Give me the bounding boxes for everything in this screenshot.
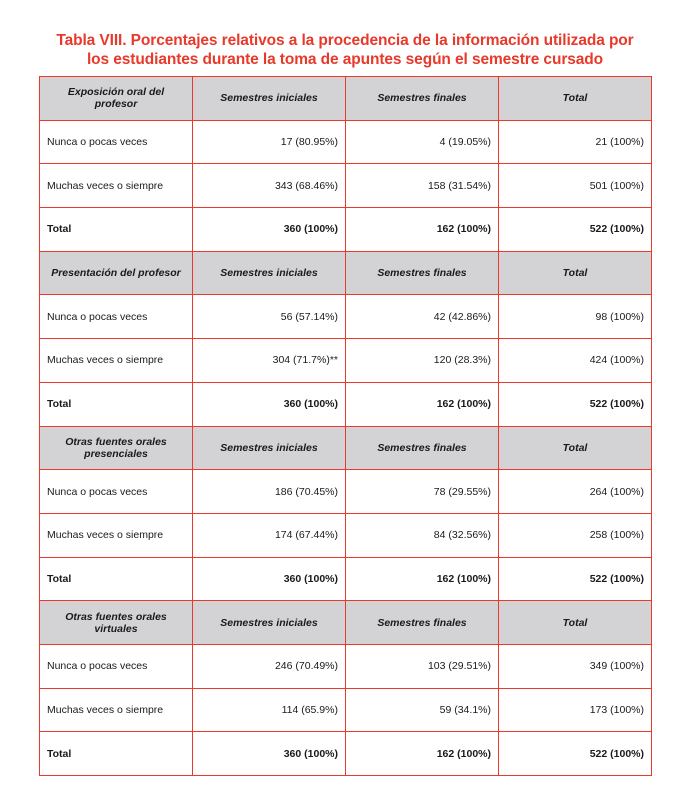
- table-row: [40, 688, 652, 732]
- header-cell-initial-semesters: Semestres iniciales: [193, 251, 346, 295]
- header-cell-total: Total: [499, 426, 652, 470]
- cell-final-semesters: 162 (100%): [346, 557, 499, 601]
- cell-initial-semesters: 360 (100%): [193, 208, 346, 252]
- header-cell-total: Total: [499, 601, 652, 645]
- header-cell-final-semesters: Semestres finales: [346, 77, 499, 121]
- data-table: [39, 76, 652, 776]
- section-header-row: [40, 77, 652, 121]
- cell-initial-semesters: 246 (70.49%): [193, 644, 346, 688]
- cell-final-semesters: 158 (31.54%): [346, 164, 499, 208]
- cell-source: Muchas veces o siempre: [40, 688, 193, 732]
- cell-initial-semesters: 56 (57.14%): [193, 295, 346, 339]
- cell-final-semesters: 103 (29.51%): [346, 644, 499, 688]
- cell-final-semesters: 162 (100%): [346, 732, 499, 776]
- table-body: [40, 77, 652, 776]
- header-cell-final-semesters: Semestres finales: [346, 601, 499, 645]
- cell-total: 522 (100%): [499, 382, 652, 426]
- cell-source: Nunca o pocas veces: [40, 295, 193, 339]
- cell-final-semesters: 42 (42.86%): [346, 295, 499, 339]
- section-header-row: [40, 601, 652, 645]
- header-cell-source: Exposición oral del profesor: [40, 77, 193, 121]
- cell-source: Total: [40, 557, 193, 601]
- header-cell-initial-semesters: Semestres iniciales: [193, 601, 346, 645]
- cell-total: 264 (100%): [499, 470, 652, 514]
- section-header-row: [40, 426, 652, 470]
- cell-total: 522 (100%): [499, 557, 652, 601]
- header-cell-initial-semesters: Semestres iniciales: [193, 426, 346, 470]
- table-row: [40, 644, 652, 688]
- header-cell-final-semesters: Semestres finales: [346, 251, 499, 295]
- header-cell-source: Presentación del profesor: [40, 251, 193, 295]
- cell-initial-semesters: 360 (100%): [193, 557, 346, 601]
- cell-source: Total: [40, 382, 193, 426]
- table-title: [0, 0, 690, 69]
- section-header-row: [40, 251, 652, 295]
- header-cell-source: Otras fuentes orales presenciales: [40, 426, 193, 470]
- cell-final-semesters: 162 (100%): [346, 382, 499, 426]
- cell-initial-semesters: 114 (65.9%): [193, 688, 346, 732]
- header-cell-initial-semesters: Semestres iniciales: [193, 77, 346, 121]
- table-row: [40, 513, 652, 557]
- table-row: [40, 120, 652, 164]
- cell-final-semesters: 59 (34.1%): [346, 688, 499, 732]
- cell-source: Nunca o pocas veces: [40, 644, 193, 688]
- cell-total: 258 (100%): [499, 513, 652, 557]
- cell-initial-semesters: 186 (70.45%): [193, 470, 346, 514]
- cell-source: Muchas veces o siempre: [40, 339, 193, 383]
- cell-source: Total: [40, 208, 193, 252]
- table-row: [40, 339, 652, 383]
- cell-total: 173 (100%): [499, 688, 652, 732]
- cell-total: 522 (100%): [499, 208, 652, 252]
- cell-source: Muchas veces o siempre: [40, 513, 193, 557]
- cell-final-semesters: 78 (29.55%): [346, 470, 499, 514]
- table-row: [40, 208, 652, 252]
- cell-initial-semesters: 17 (80.95%): [193, 120, 346, 164]
- title-line-2: los estudiantes durante la toma de apuntes según el semestre cursado: [86, 51, 604, 68]
- cell-final-semesters: 162 (100%): [346, 208, 499, 252]
- table-row: [40, 470, 652, 514]
- header-cell-total: Total: [499, 77, 652, 121]
- cell-initial-semesters: 343 (68.46%): [193, 164, 346, 208]
- cell-total: 98 (100%): [499, 295, 652, 339]
- title-line-1: Tabla VIII. Porcentajes relativos a la procedencia de la información utilizada por: [56, 32, 634, 49]
- table-row: [40, 732, 652, 776]
- cell-total: 424 (100%): [499, 339, 652, 383]
- cell-initial-semesters: 174 (67.44%): [193, 513, 346, 557]
- cell-final-semesters: 84 (32.56%): [346, 513, 499, 557]
- header-cell-total: Total: [499, 251, 652, 295]
- cell-source: Total: [40, 732, 193, 776]
- table-row: [40, 295, 652, 339]
- cell-source: Nunca o pocas veces: [40, 470, 193, 514]
- cell-total: 21 (100%): [499, 120, 652, 164]
- cell-total: 349 (100%): [499, 644, 652, 688]
- cell-source: Muchas veces o siempre: [40, 164, 193, 208]
- table-row: [40, 164, 652, 208]
- cell-final-semesters: 4 (19.05%): [346, 120, 499, 164]
- cell-initial-semesters: 360 (100%): [193, 382, 346, 426]
- cell-total: 522 (100%): [499, 732, 652, 776]
- cell-total: 501 (100%): [499, 164, 652, 208]
- cell-initial-semesters: 360 (100%): [193, 732, 346, 776]
- cell-source: Nunca o pocas veces: [40, 120, 193, 164]
- header-cell-source: Otras fuentes orales virtuales: [40, 601, 193, 645]
- cell-initial-semesters: 304 (71.7%)**: [193, 339, 346, 383]
- cell-final-semesters: 120 (28.3%): [346, 339, 499, 383]
- table-row: [40, 382, 652, 426]
- header-cell-final-semesters: Semestres finales: [346, 426, 499, 470]
- table-row: [40, 557, 652, 601]
